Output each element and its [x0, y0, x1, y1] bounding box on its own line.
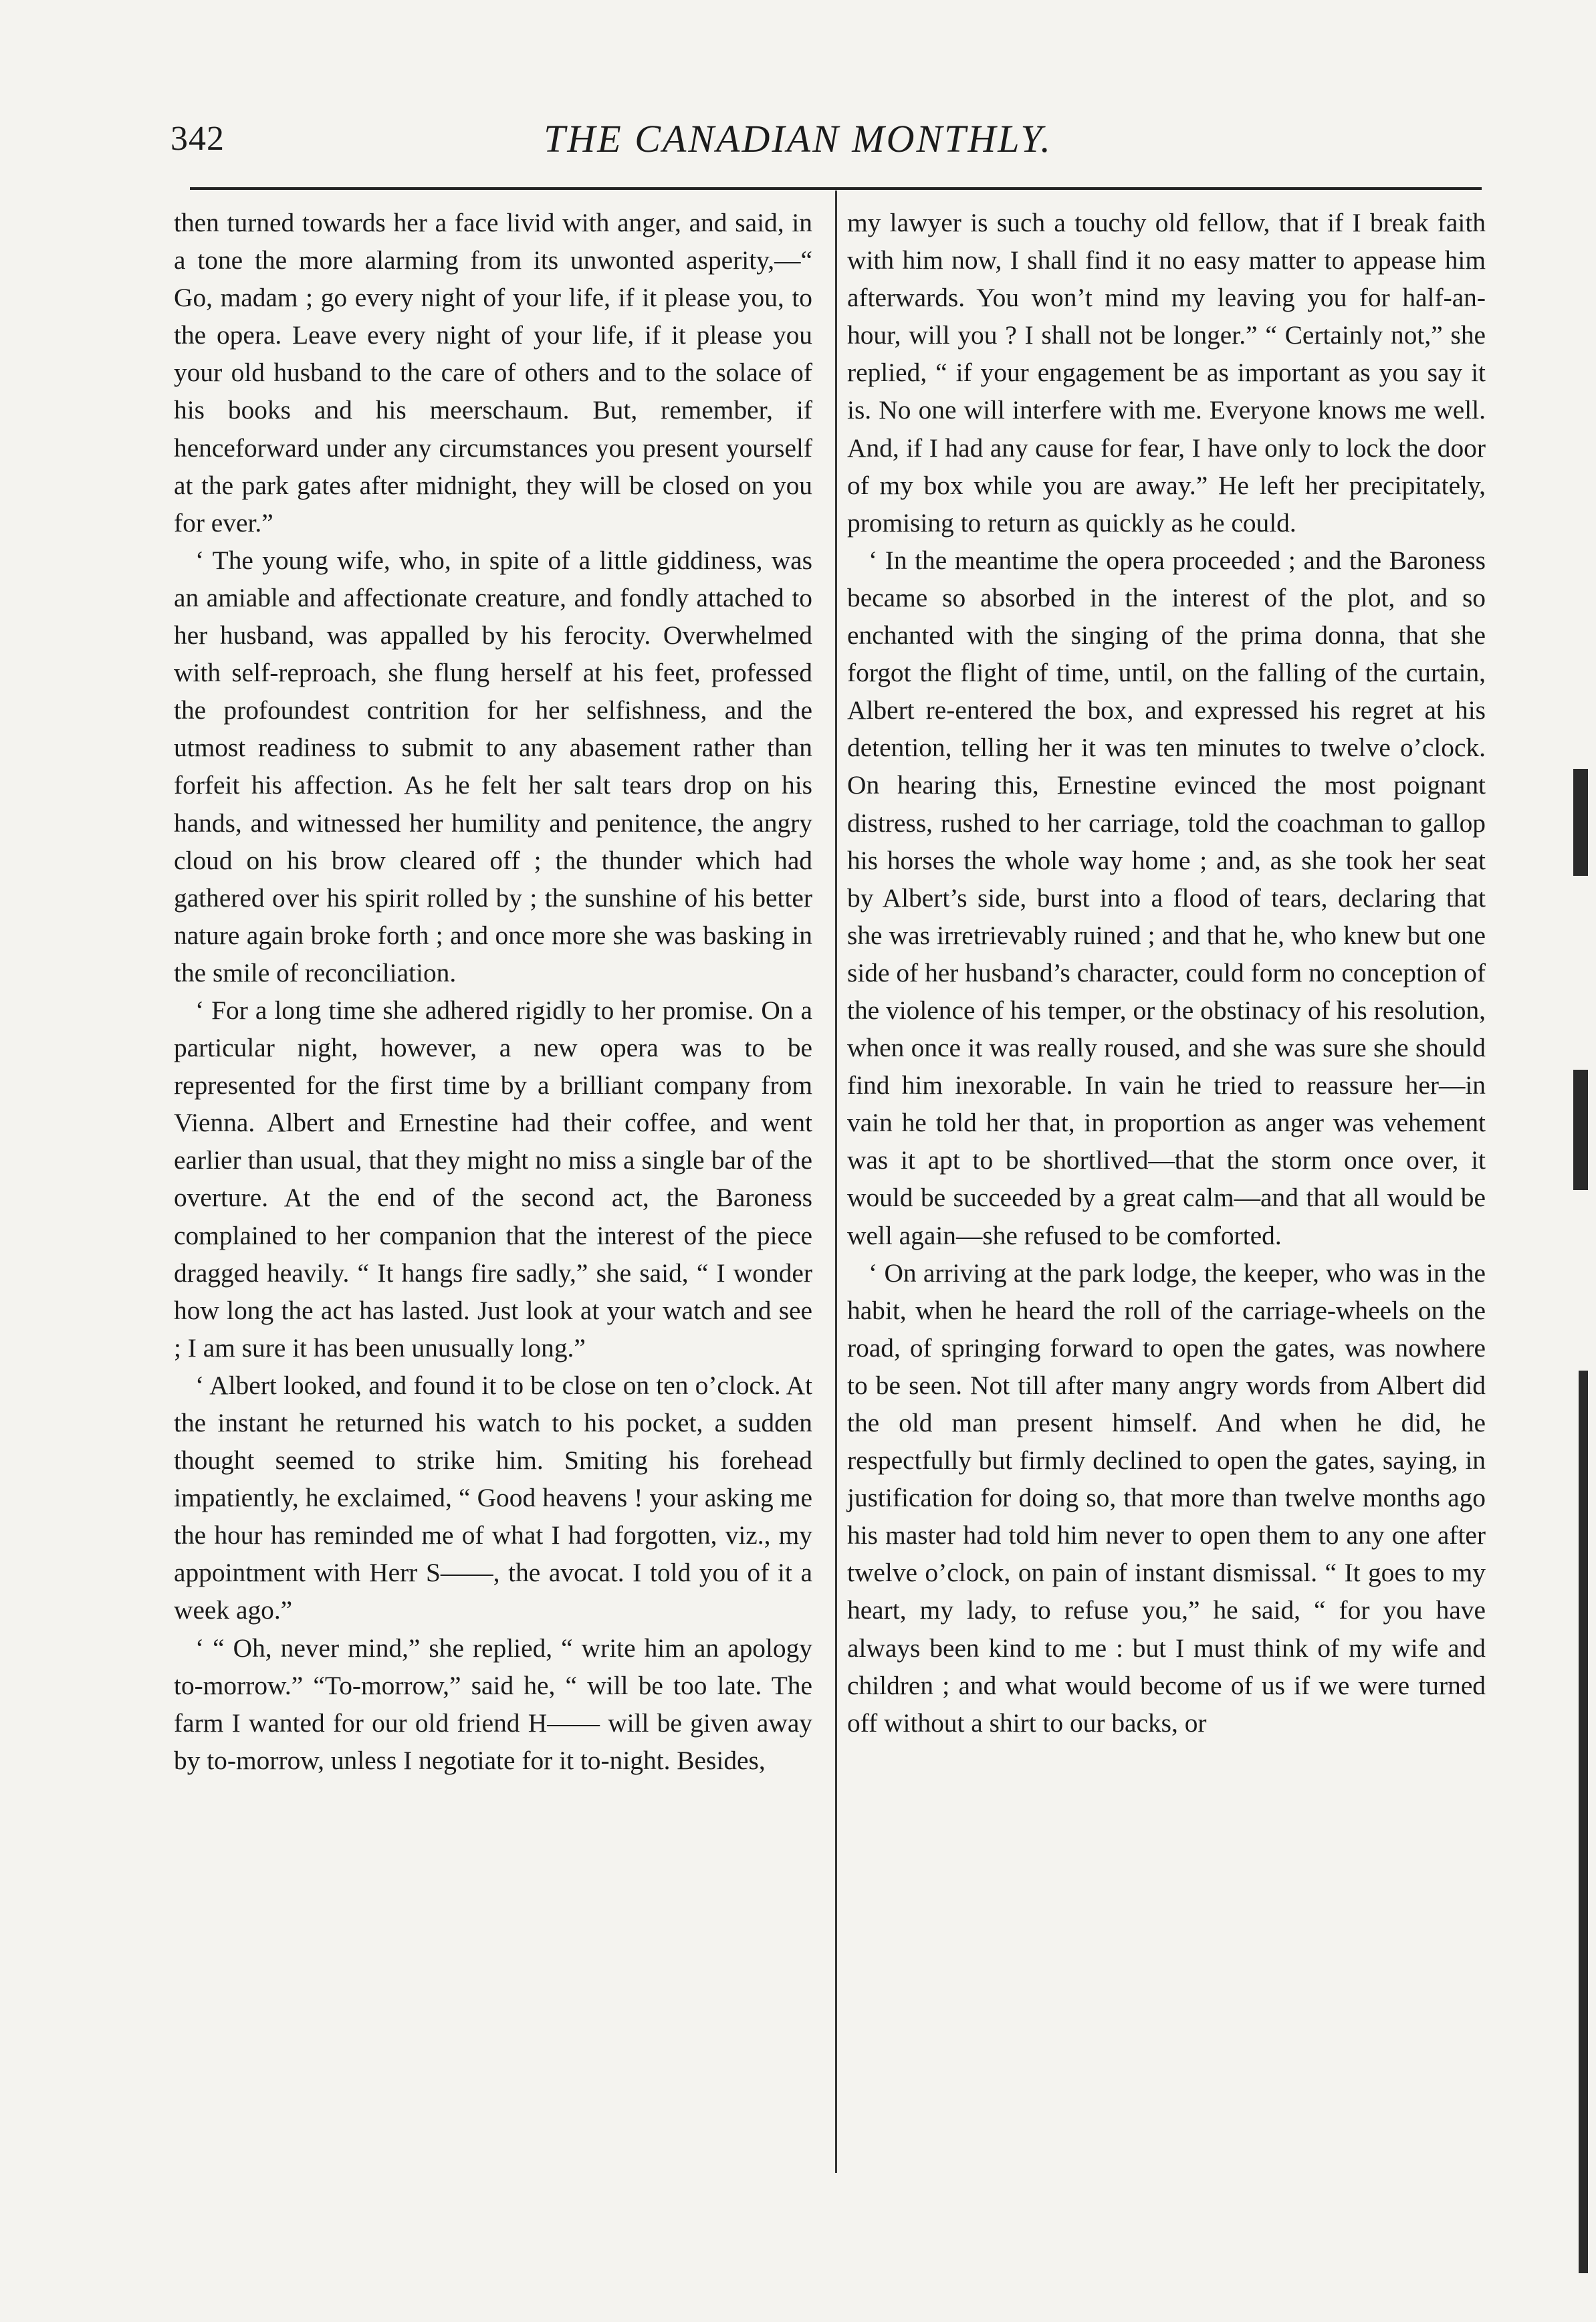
paragraph: ‘ Albert looked, and found it to be close on ten o’clock. At the instant he returned his watch to his pocket, a sudden thought seemed to strike him. Smiting his forehead impatiently, he exclaimed, “ Good heavens ! your asking me the hour has reminded me of what I had forgotten, viz., my appointment with Herr S——, the avocat. I told you of it a week ago.”: [174, 1370, 812, 1625]
paragraph: ‘ The young wife, who, in spite of a little giddiness, was an amiable and affectionate creature, and fondly attached to her husband, was appalled by his ferocity. Overwhelmed with self-reproach, she flung herself at his feet, professed the profoundest contrition for her selfishness, and the utmost readiness to submit to any abasement rather than forfeit his affection. As he felt her salt tears drop on his hands, and witnessed her humility and penitence, the angry cloud on his brow cleared off ; the thunder which had gathered over his spirit rolled by ; the sunshine of his better nature again broke forth ; and once more she was basking in the smile of reconciliation.: [174, 545, 812, 988]
binding-edge-mark: [1573, 1070, 1588, 1190]
paragraph: ‘ “ Oh, never mind,” she replied, “ write him an apology to-morrow.” “To-morrow,” said he, “ will be too late. The farm I wanted for our old friend H—— will be given away by to-morrow, unless I negotiate for it to-night. Besides,: [174, 1633, 812, 1775]
paragraph: my lawyer is such a touchy old fellow, that if I break faith with him now, I shall find it no easy matter to appease him afterwards. You won’t mind my leaving you for half-an-hour, will you ? I shall not be longer.” “ Certainly not,” she replied, “ if your engagement be as important as you say it is. No one will interfere with me. Everyone knows me well. And, if I had any cause for fear, I have only to lock the door of my box while you are away.” He left her precipitately, promising to return as quickly as he could.: [847, 208, 1486, 538]
binding-edge-mark: [1573, 769, 1588, 876]
paragraph: then turned towards her a face livid with anger, and said, in a tone the more alarming from its unwonted asperity,—“ Go, madam ; go every night of your life, if it please you, to the opera. Leave every night of your life, if it please you your old husband to the care of others and to the solace of his books and his meerschaum. But, remember, if henceforward under any circumstances you present yourself at the park gates after midnight, they will be closed on you for ever.”: [174, 208, 812, 538]
page-number: 342: [170, 120, 225, 158]
header-rule: [190, 187, 1482, 190]
left-column: [174, 204, 812, 1779]
column-divider: [835, 191, 837, 2173]
running-head: THE CANADIAN MONTHLY.: [544, 117, 1052, 160]
binding-edge-mark: [1579, 1371, 1588, 2273]
paragraph: ‘ On arriving at the park lodge, the keeper, who was in the habit, when he heard the roll of the carriage-wheels on the road, of springing forward to open the gates, was nowhere to be seen. Not till after many angry words from Albert did the old man present himself. And when he did, he respectfully but firmly declined to open the gates, saying, in justification for doing so, that more than twelve months ago his master had told him never to open them to any one after twelve o’clock, on pain of instant dismissal. “ It goes to my heart, my lady, to refuse you,” he said, “ for you have always been kind to me : but I must think of my wife and children ; and what would become of us if we were turned off without a shirt to our backs, or: [847, 1258, 1486, 1738]
paragraph: ‘ In the meantime the opera proceeded ; and the Baroness became so absorbed in the interest of the plot, and so enchanted with the singing of the prima donna, that she forgot the flight of time, until, on the falling of the curtain, Albert re-entered the box, and expressed his regret at his detention, telling her it was ten minutes to twelve o’clock. On hearing this, Ernestine evinced the most poignant distress, rushed to her carriage, told the coachman to gallop his horses the whole way home ; and, as she took her seat by Albert’s side, burst into a flood of tears, declaring that she was irretrievably ruined ; and that he, who knew but one side of her husband’s character, could form no conception of the violence of his temper, or the obstinacy of his resolution, when once it was really roused, and she was sure she should find him inexorable. In vain he tried to reassure her—in vain he told her that, in proportion as anger was vehement was it apt to be shortlived—that the storm once over, it would be succeeded by a great calm—and that all would be well again—she refused to be comforted.: [847, 545, 1486, 1250]
right-column: [847, 204, 1486, 1742]
paragraph: ‘ For a long time she adhered rigidly to her promise. On a particular night, however, a new opera was to be represented for the first time by a brilliant company from Vienna. Albert and Ernestine had their coffee, and went earlier than usual, that they might no miss a single bar of the overture. At the end of the second act, the Baroness complained to her companion that the interest of the piece dragged heavily. “ It hangs fire sadly,” she said, “ I wonder how long the act has lasted. Just look at your watch and see ; I am sure it has been unusually long.”: [174, 995, 812, 1363]
